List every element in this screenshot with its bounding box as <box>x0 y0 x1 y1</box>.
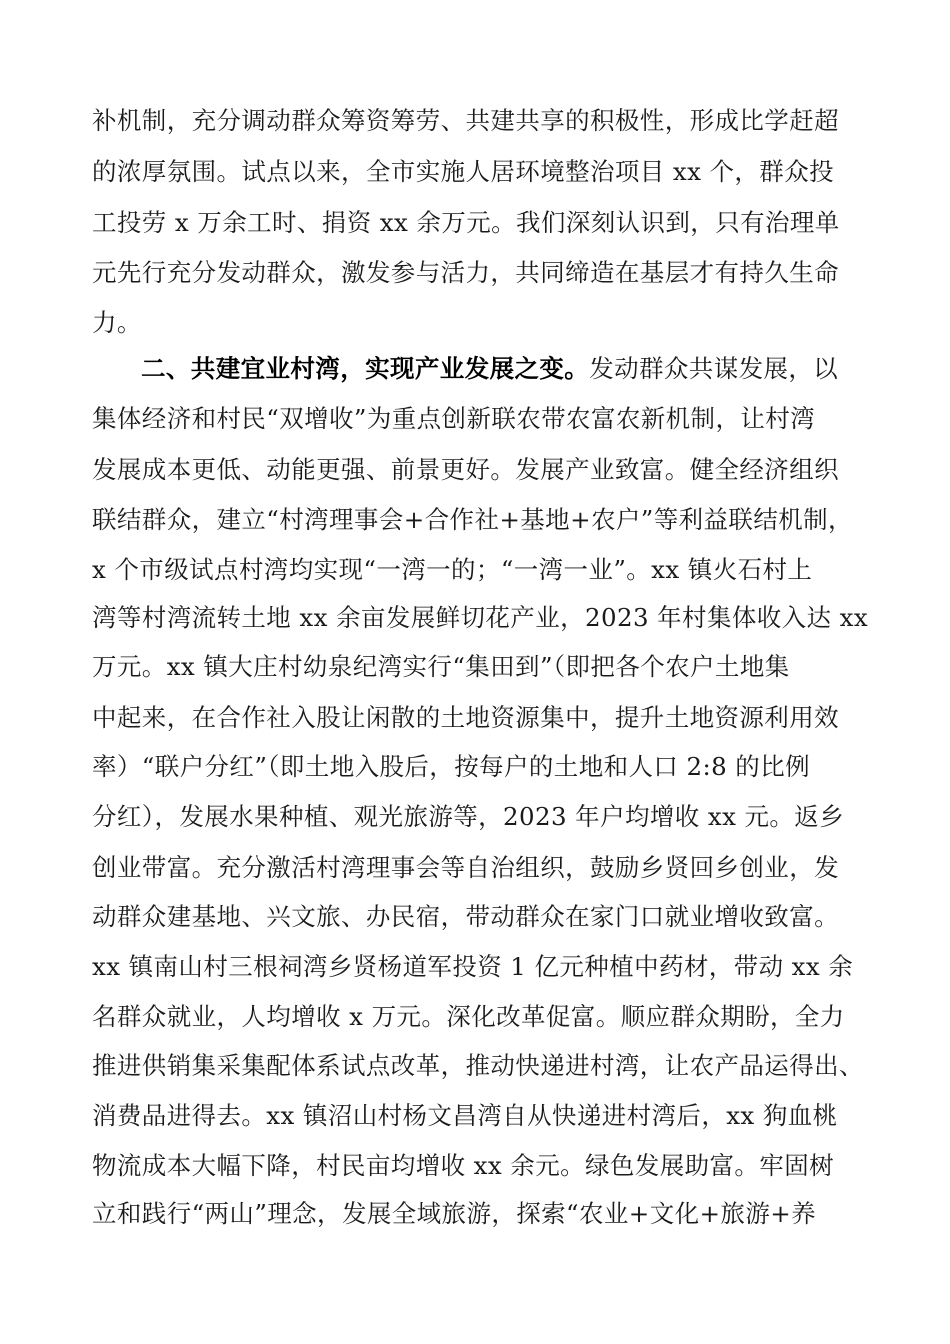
text-line: 的浓厚氛围。试点以来，全市实施人居环境整治项目 xx 个，群众投 <box>92 157 835 186</box>
section-heading: 二、共建宜业村湾，实现产业发展之变。 <box>141 354 590 383</box>
text-line: x 个市级试点村湾均实现“一湾一的；“一湾一业”。xx 镇火石村上 <box>92 555 813 584</box>
text-line: 创业带富。充分激活村湾理事会等自治组织，鼓励乡贤回乡创业，发 <box>92 853 839 882</box>
text-line: 联结群众，建立“村湾理事会+合作社+基地+农户”等利益联结机制， <box>92 505 853 534</box>
text-line: 推进供销集采集配体系试点改革，推动快递进村湾，让农产品运得出、 <box>92 1051 864 1080</box>
text-line: 元先行充分发动群众，激发参与活力，共同缔造在基层才有持久生命 <box>92 258 839 287</box>
text-line: 工投劳 x 万余工时、捐资 xx 余万元。我们深刻认识到，只有治理单 <box>92 208 840 237</box>
text-run: 发动群众共谋发展，以 <box>589 354 839 383</box>
text-line: 率）“联户分红”（即土地入股后，按每户的土地和人口 2:8 的比例 <box>92 752 811 781</box>
text-line: 力。 <box>92 308 142 337</box>
text-line: 动群众建基地、兴文旅、办民宿，带动群众在家门口就业增收致富。 <box>92 902 839 931</box>
text-line: 名群众就业，人均增收 x 万元。深化改革促富。顺应群众期盼，全力 <box>92 1002 845 1031</box>
text-line: 湾等村湾流转土地 xx 余亩发展鲜切花产业，2023 年村集体收入达 xx <box>92 603 869 632</box>
text-line: 发展成本更低、动能更强、前景更好。发展产业致富。健全经济组织 <box>92 455 839 484</box>
text-line: 补机制，充分调动群众筹资筹劳、共建共享的积极性，形成比学赶超 <box>92 106 839 135</box>
text-line: 中起来，在合作社入股让闲散的土地资源集中，提升土地资源利用效 <box>92 703 839 732</box>
text-line: 集体经济和村民“双增收”为重点创新联农带农富农新机制，让村湾 <box>92 404 816 433</box>
text-line: xx 镇南山村三根祠湾乡贤杨道军投资 1 亿元种植中药材，带动 xx 余 <box>92 952 854 981</box>
section-heading-line <box>141 349 872 389</box>
text-line: 分红），发展水果种植、观光旅游等，2023 年户均增收 xx 元。返乡 <box>92 802 845 831</box>
text-line: 消费品进得去。xx 镇沼山村杨文昌湾自从快递进村湾后，xx 狗血桃 <box>92 1101 838 1130</box>
text-line: 物流成本大幅下降，村民亩均增收 xx 余元。绿色发展助富。牢固树 <box>92 1151 835 1180</box>
text-line: 万元。xx 镇大庄村幼泉纪湾实行“集田到”（即把各个农户土地集 <box>92 652 790 681</box>
text-line: 立和践行“两山”理念，发展全域旅游，探索“农业+文化+旅游+养 <box>92 1199 817 1228</box>
